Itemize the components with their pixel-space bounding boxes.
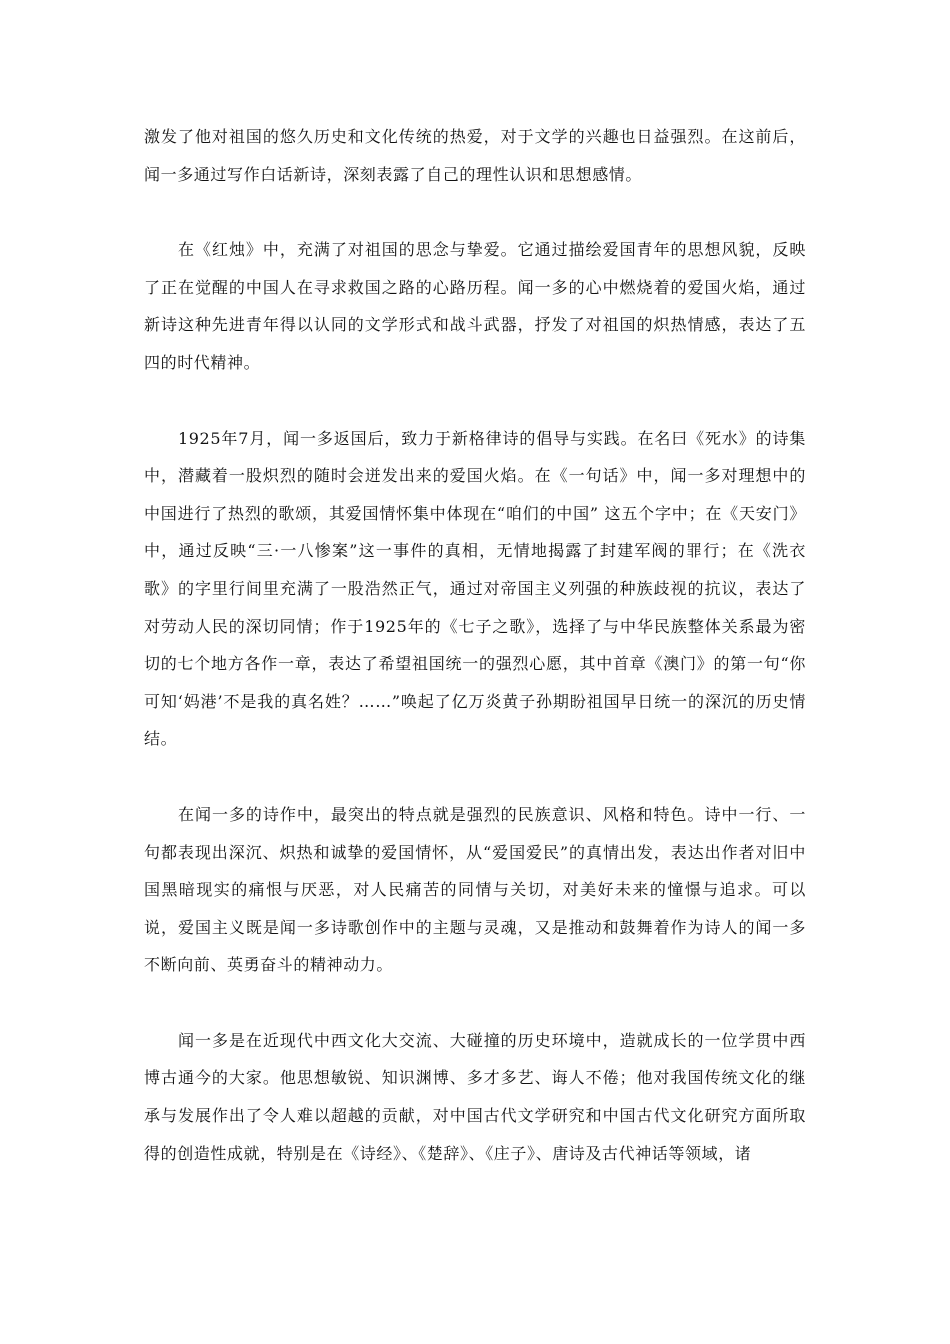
paragraph-sishui: 1925年7月，闻一多返国后，致力于新格律诗的倡导与实践。在名曰《死水》的诗集中，潜藏着一股炽烈的随时会迸发出来的爱国火焰。在《一句话》中，闻一多对理想中的中国进行了热烈的歌颂，其爱国情怀集中体现在“咱们的中国” 这五个字中；在《天安门》中，通过反映“三·一八惨案”这一事件的真相，无情地揭露了封建军阀的罪行；在《洗衣歌》的字里行间里充满了一股浩然正气，通过对帝国主义列强的种族歧视的抗议，表达了对劳动人民的深切同情；作于1925年的《七子之歌》，选择了与中华民族整体关系最为密切的七个地方各作一章，表达了希望祖国统一的强烈心愿，其中首章《澳门》的第一句“你可知‘妈港’不是我的真名姓？……”唤起了亿万炎黄子孙期盼祖国早日统一的深沉的历史情结。 [144,428,806,749]
paragraph-continued: 激发了他对祖国的悠久历史和文化传统的热爱，对于文学的兴趣也日益强烈。在这前后，闻一多通过写作白话新诗，深刻表露了自己的理性认识和思想感情。 [144,127,806,184]
paragraph-hongzhu: 在《红烛》中，充满了对祖国的思念与挚爱。它通过描绘爱国青年的思想风貌，反映了正在觉醒的中国人在寻求救国之路的心路历程。闻一多的心中燃烧着的爱国火焰，通过新诗这种先进青年得以认同的文学形式和战斗武器，抒发了对祖国的炽热情感，表达了五四的时代精神。 [144,240,806,372]
paragraph-features: 在闻一多的诗作中，最突出的特点就是强烈的民族意识、风格和特色。诗中一行、一句都表现出深沉、炽热和诚挚的爱国情怀，从“爱国爱民”的真情出发，表达出作者对旧中国黑暗现实的痛恨与厌恶，对人民痛苦的同情与关切，对美好未来的憧憬与追求。可以说，爱国主义既是闻一多诗歌创作中的主题与灵魂，又是推动和鼓舞着作为诗人的闻一多不断向前、英勇奋斗的精神动力。 [144,804,806,975]
document-body [144,118,806,1210]
paragraph-scholar: 闻一多是在近现代中西文化大交流、大碰撞的历史环境中，造就成长的一位学贯中西博古通今的大家。他思想敏锐、知识渊博、多才多艺、诲人不倦；他对我国传统文化的继承与发展作出了令人难以超越的贡献，对中国古代文学研究和中国古代文化研究方面所取得的创造性成就，特别是在《诗经》、《楚辞》、《庄子》、唐诗及古代神话等领域，诸 [144,1030,806,1163]
